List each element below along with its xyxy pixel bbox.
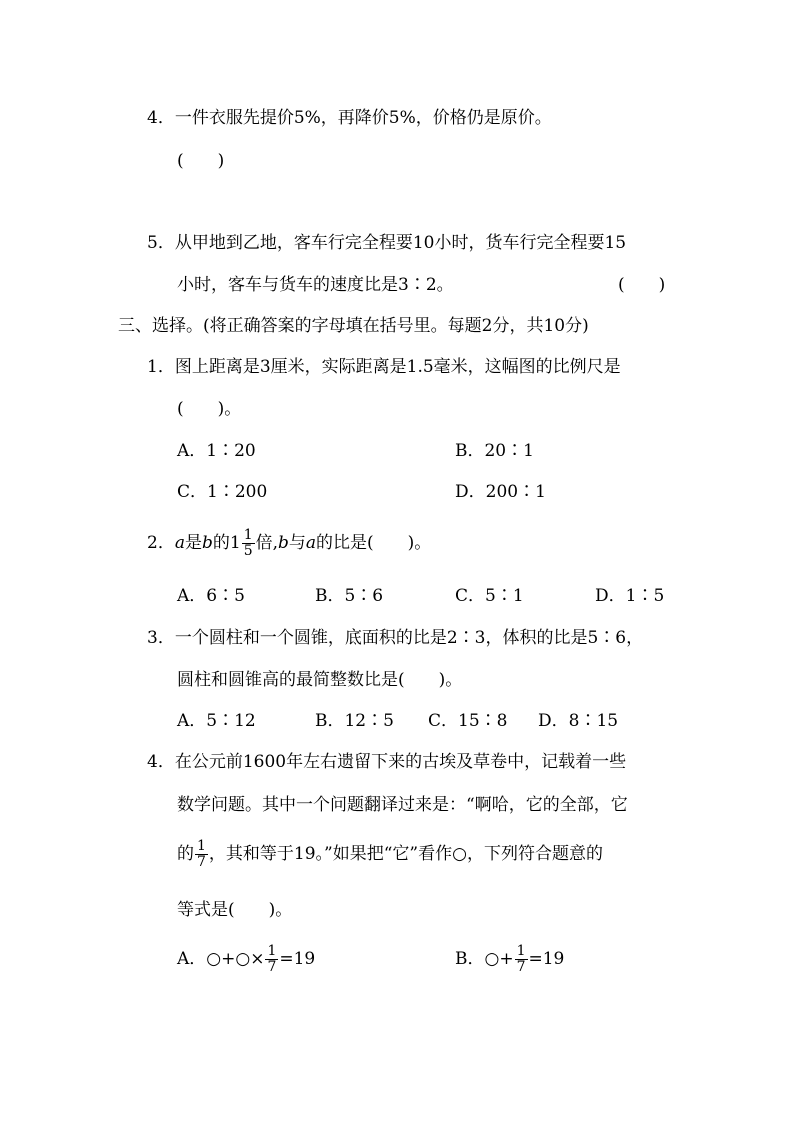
fraction-denominator: 7 (516, 959, 526, 975)
option-a[interactable]: A．6∶5 (177, 586, 245, 606)
question-number: 2． (147, 533, 175, 553)
option-b[interactable]: B．5∶6 (315, 586, 384, 606)
mc-q1-stem (147, 355, 621, 379)
question-text: ，其和等于19。”如果把“它”看作○，下列符合题意的 (208, 844, 603, 864)
fraction (242, 528, 255, 559)
fraction-denominator: 7 (267, 959, 277, 975)
option-b[interactable]: B．12∶5 (315, 711, 394, 731)
question-text: 倍, (255, 533, 279, 553)
fraction-numerator: 1 (516, 943, 526, 959)
question-text: 在公元前1600年左右遗留下来的古埃及草卷中，记载着一些 (174, 752, 627, 772)
question-text: 是 (184, 533, 202, 553)
fraction-denominator: 5 (243, 543, 253, 559)
fraction-denominator: 7 (197, 854, 206, 870)
option-d[interactable]: D．8∶15 (538, 711, 619, 731)
fraction-numerator: 1 (243, 527, 253, 543)
mc-q3-line1 (147, 626, 643, 650)
question-number: 3． (147, 628, 175, 648)
question-number: 4． (147, 752, 175, 772)
option-b[interactable]: B．20∶1 (455, 441, 534, 461)
question-text: 的比是( )。 (316, 533, 432, 553)
option-text: B．○+ (455, 949, 514, 969)
answer-paren[interactable]: ( ) (177, 151, 225, 171)
question-text: 从甲地到乙地，客车行完全程要10小时，货车行完全程要15 (174, 233, 627, 253)
option-c[interactable]: C．15∶8 (428, 711, 508, 731)
option-d[interactable]: D．1∶5 (595, 586, 665, 606)
fraction (265, 944, 278, 975)
tf-q5-line2: 小时，客车与货车的速度比是3∶2。 (177, 275, 454, 295)
question-number: 1． (147, 357, 175, 377)
option-b[interactable] (455, 941, 564, 977)
option-text: A．○+○× (177, 949, 265, 969)
section-title: 三、选择。(将正确答案的字母填在括号里。每题2分，共10分) (118, 316, 589, 336)
option-d[interactable]: D．200∶1 (455, 482, 546, 502)
variable-b: b (201, 533, 213, 553)
mc-q4-line1 (147, 750, 626, 774)
fraction (515, 944, 528, 975)
mc-q3-line2: 圆柱和圆锥高的最简整数比是( )。 (177, 670, 463, 690)
mc-q4-line2: 数学问题。其中一个问题翻译过来是：“啊哈，它的全部，它 (177, 795, 628, 815)
question-text: 一个圆柱和一个圆锥，底面积的比是2∶3，体积的比是5∶6， (174, 628, 644, 648)
option-a[interactable]: A．5∶12 (177, 711, 256, 731)
mc-q2-stem (147, 525, 431, 561)
option-a[interactable]: A．1∶20 (177, 441, 256, 461)
answer-paren[interactable]: ( ) (618, 275, 666, 295)
mc-q4-line4: 等式是( )。 (177, 900, 293, 920)
question-text: 的 (177, 844, 194, 864)
variable-a: a (305, 533, 317, 553)
option-a[interactable] (177, 941, 315, 977)
question-text: 一件衣服先提价5%，再降价5%，价格仍是原价。 (174, 108, 552, 128)
question-number: 4． (147, 108, 175, 128)
answer-paren[interactable]: ( )。 (177, 399, 242, 419)
option-text: =19 (528, 949, 565, 969)
fraction (195, 839, 208, 870)
option-c[interactable]: C．5∶1 (455, 586, 524, 606)
variable-b: b (278, 533, 289, 553)
question-text: 图上距离是3厘米，实际距离是1.5毫米，这幅图的比例尺是 (174, 357, 621, 377)
mc-q4-line3 (177, 836, 603, 872)
question-text: 的1 (212, 533, 241, 553)
option-c[interactable]: C．1∶200 (177, 482, 268, 502)
variable-a: a (174, 533, 185, 553)
fraction-numerator: 1 (197, 838, 206, 854)
option-text: =19 (279, 949, 316, 969)
question-text: 与 (288, 533, 306, 553)
question-number: 5． (147, 233, 175, 253)
tf-q4-line (147, 106, 552, 130)
fraction-numerator: 1 (267, 943, 277, 959)
tf-q5-line1 (147, 231, 626, 255)
